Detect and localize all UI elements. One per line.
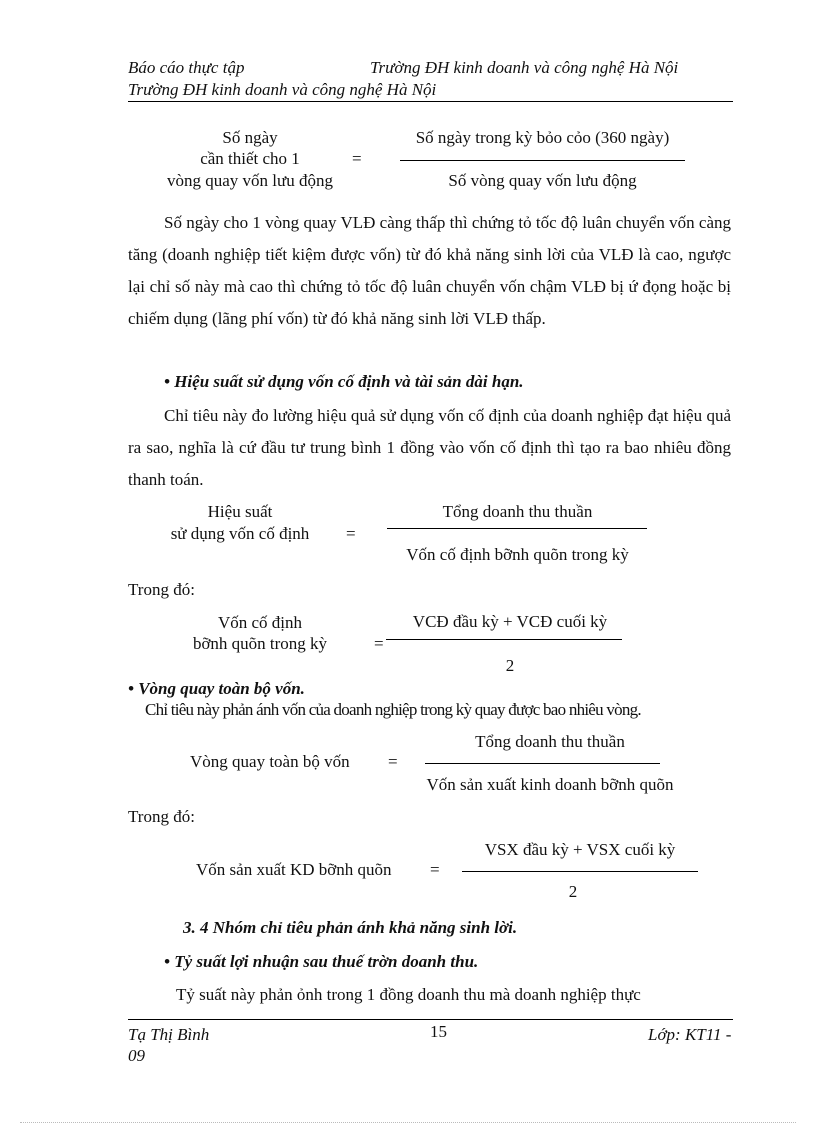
- formula2-fraction-bar: [387, 528, 647, 529]
- footer-author-cont: 09: [128, 1046, 145, 1065]
- header-line2: Trường ĐH kinh doanh và công nghệ Hà Nội: [128, 80, 437, 99]
- formula2-equals: =: [346, 524, 356, 543]
- paragraph-profit-margin: Tỷ suất này phản ỏnh trong 1 đồng doanh thu mà doanh nghiệp thực: [176, 985, 641, 1004]
- paragraph1-text: Số ngày cho 1 vòng quay VLĐ càng thấp thì chứng tỏ tốc độ luân chuyển vốn càng tăng (doanh nghiệp tiết kiệm được vốn) từ đó khả năng sinh lời của VLĐ là cao, ngược lại chỉ số này mà cao thì chứng tỏ tốc độ luân chuyển vốn chậm VLĐ bị ứ đọng hoặc bị chiếm dụng (lãng phí vốn) từ đó khả năng sinh lời VLĐ thấp.: [128, 213, 731, 328]
- heading-fixed-capital-efficiency: • Hiệu suất sử dụng vốn cố định và tài sản dài hạn.: [164, 372, 524, 391]
- header-left: Báo cáo thực tập: [128, 58, 245, 77]
- paragraph-fixed-capital: [128, 400, 731, 496]
- page-number: 15: [430, 1022, 447, 1041]
- formula2-denominator: Vốn cố định bỡnh quõn trong kỳ: [406, 545, 629, 564]
- formula4-denominator: Vốn sản xuất kinh doanh bỡnh quõn: [426, 775, 674, 794]
- formula3-numerator: VCĐ đầu kỳ + VCĐ cuối kỳ: [412, 612, 608, 631]
- formula4-lhs: Vòng quay toàn bộ vốn: [190, 752, 350, 771]
- formula4-numerator: Tổng doanh thu thuần: [475, 732, 625, 751]
- header-right: Trường ĐH kinh doanh và công nghệ Hà Nội: [370, 58, 679, 77]
- formula1-numerator: Số ngày trong kỳ bỏo cỏo (360 ngày): [415, 128, 670, 147]
- formula3-equals: =: [374, 634, 384, 653]
- paragraph-days-cycle-explanation: [128, 207, 731, 335]
- paragraph-total-capital-turnover: Chỉ tiêu này phản ánh vốn của doanh nghiệp trong kỳ quay được bao nhiêu vòng.: [145, 700, 641, 719]
- header-rule: [128, 101, 733, 102]
- heading-total-capital-turnover: • Vòng quay toàn bộ vốn.: [128, 679, 305, 698]
- formula3-denominator: 2: [505, 656, 515, 675]
- footer-rule: [128, 1019, 733, 1020]
- formula5-fraction-bar: [462, 871, 698, 872]
- formula4-equals: =: [388, 752, 398, 771]
- formula3-lhs-line2: bỡnh quõn trong kỳ: [192, 634, 328, 653]
- paragraph2-text: Chỉ tiêu này đo lường hiệu quả sử dụng vốn cố định của doanh nghiệp đạt hiệu quả ra sao, nghĩa là cứ đầu tư trung bình 1 đồng vào vốn cố định thì tạo ra bao nhiêu đồng thanh toán.: [128, 406, 731, 489]
- formula3-fraction-bar: [386, 639, 622, 640]
- formula2-lhs-line2: sử dụng vốn cố định: [170, 524, 310, 543]
- formula1-denominator: Số vòng quay vốn lưu động: [448, 171, 637, 190]
- heading-profitability-indicators: 3. 4 Nhóm chỉ tiêu phản ánh khả năng sinh lời.: [183, 918, 518, 937]
- label-trong-do-2: Trong đó:: [128, 807, 195, 826]
- formula5-numerator: VSX đầu kỳ + VSX cuối kỳ: [484, 840, 676, 859]
- formula4-fraction-bar: [425, 763, 660, 764]
- formula1-lhs-line1: Số ngày: [222, 128, 278, 147]
- heading-profit-margin-on-revenue: • Tỷ suất lợi nhuận sau thuế trờn doanh thu.: [164, 952, 479, 971]
- formula2-lhs-line1: Hiệu suất: [207, 502, 273, 521]
- formula1-fraction-bar: [400, 160, 685, 161]
- footer-class: Lớp: KT11 -: [648, 1025, 732, 1044]
- formula5-lhs: Vốn sản xuất KD bỡnh quõn: [196, 860, 392, 879]
- formula5-denominator: 2: [568, 882, 578, 901]
- formula5-equals: =: [430, 860, 440, 879]
- formula1-equals: =: [352, 149, 362, 168]
- footer-author: Tạ Thị Bình: [128, 1025, 210, 1044]
- label-trong-do-1: Trong đó:: [128, 580, 195, 599]
- formula3-lhs-line1: Vốn cố định: [217, 613, 303, 632]
- formula1-lhs-line3: vòng quay vốn lưu động: [167, 171, 333, 190]
- formula2-numerator: Tổng doanh thu thuần: [442, 502, 593, 521]
- formula1-lhs-line2: cần thiết cho 1: [200, 149, 300, 168]
